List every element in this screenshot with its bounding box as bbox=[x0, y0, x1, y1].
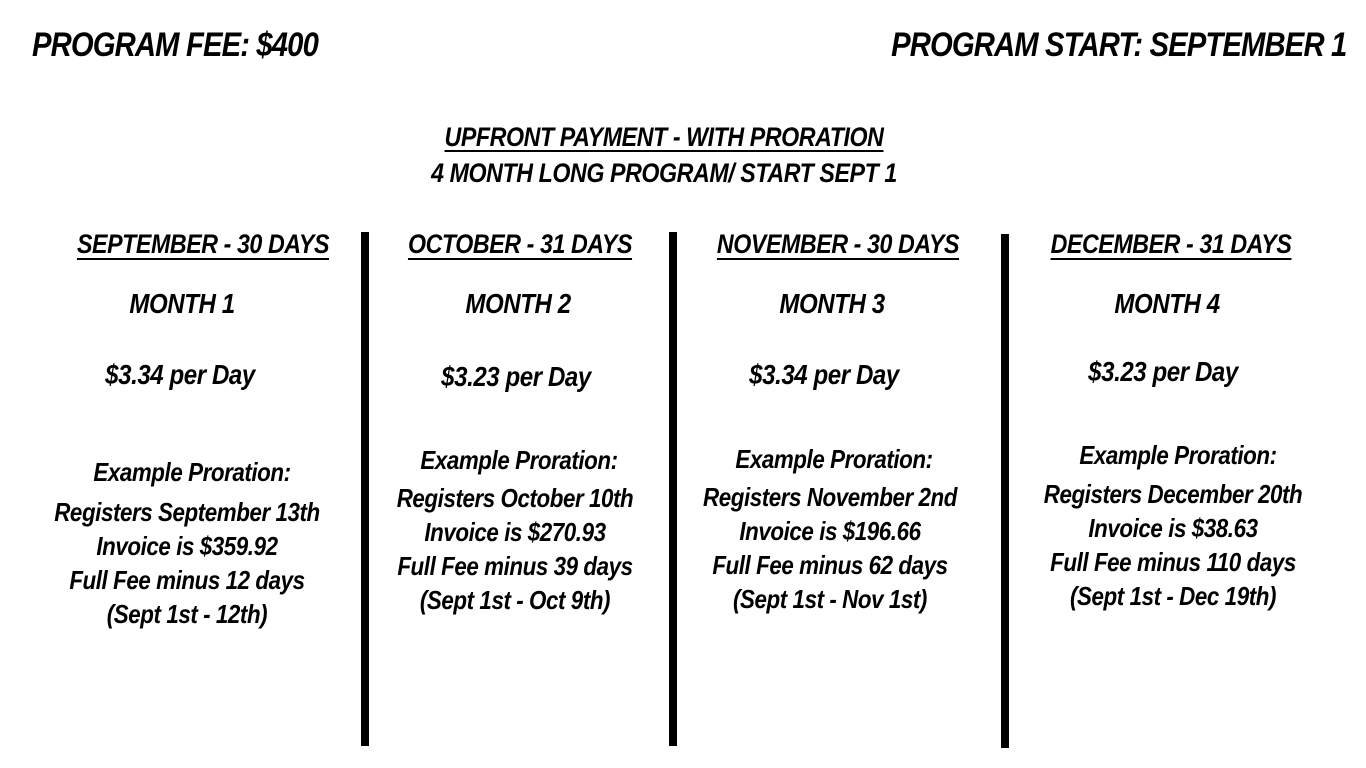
example-details-1 bbox=[54, 495, 320, 631]
example-details-3 bbox=[703, 480, 957, 616]
example-details-4 bbox=[1044, 477, 1303, 613]
example-label-1: Example Proration: bbox=[93, 457, 291, 487]
example-fee-minus-3: Full Fee minus 62 days bbox=[712, 550, 948, 580]
example-register-date-3: Registers November 2nd bbox=[703, 482, 957, 512]
example-label-3: Example Proration: bbox=[735, 444, 933, 474]
month-label-3: MONTH 3 bbox=[779, 288, 885, 319]
column-divider-3 bbox=[1001, 234, 1009, 748]
example-register-date-1: Registers September 13th bbox=[54, 497, 320, 527]
example-date-range-4: (Sept 1st - Dec 19th) bbox=[1070, 581, 1276, 611]
example-label-4: Example Proration: bbox=[1079, 440, 1277, 470]
program-start: PROGRAM START: SEPTEMBER 1 bbox=[890, 26, 1346, 64]
column-divider-2 bbox=[669, 232, 677, 746]
per-day-rate-4: $3.23 per Day bbox=[1088, 356, 1238, 387]
column-title-september: SEPTEMBER - 30 DAYS bbox=[76, 229, 330, 259]
example-register-date-2: Registers October 10th bbox=[396, 483, 634, 513]
program-length-subheading: 4 MONTH LONG PROGRAM/ START SEPT 1 bbox=[431, 158, 897, 188]
example-fee-minus-1: Full Fee minus 12 days bbox=[69, 565, 305, 595]
example-invoice-3: Invoice is $196.66 bbox=[739, 516, 921, 546]
example-details-2 bbox=[397, 481, 634, 617]
example-register-date-4: Registers December 20th bbox=[1043, 479, 1303, 509]
month-label-1: MONTH 1 bbox=[129, 288, 235, 319]
per-day-rate-3: $3.34 per Day bbox=[749, 359, 899, 390]
example-date-range-3: (Sept 1st - Nov 1st) bbox=[733, 584, 927, 614]
example-invoice-4: Invoice is $38.63 bbox=[1088, 513, 1258, 543]
example-invoice-1: Invoice is $359.92 bbox=[96, 531, 278, 561]
example-invoice-2: Invoice is $270.93 bbox=[424, 517, 606, 547]
example-fee-minus-2: Full Fee minus 39 days bbox=[397, 551, 633, 581]
column-divider-1 bbox=[361, 232, 369, 746]
month-label-2: MONTH 2 bbox=[465, 288, 571, 319]
example-date-range-1: (Sept 1st - 12th) bbox=[106, 599, 268, 629]
upfront-payment-heading: UPFRONT PAYMENT - WITH PRORATION bbox=[444, 122, 884, 152]
example-fee-minus-4: Full Fee minus 110 days bbox=[1050, 547, 1296, 577]
column-title-december: DECEMBER - 31 DAYS bbox=[1050, 229, 1292, 259]
per-day-rate-2: $3.23 per Day bbox=[441, 361, 591, 392]
per-day-rate-1: $3.34 per Day bbox=[105, 359, 255, 390]
program-fee: PROGRAM FEE: $400 bbox=[32, 26, 318, 64]
column-title-november: NOVEMBER - 30 DAYS bbox=[716, 229, 960, 259]
example-date-range-2: (Sept 1st - Oct 9th) bbox=[419, 585, 611, 615]
column-title-october: OCTOBER - 31 DAYS bbox=[407, 229, 633, 259]
month-label-4: MONTH 4 bbox=[1114, 288, 1220, 319]
example-label-2: Example Proration: bbox=[420, 445, 618, 475]
